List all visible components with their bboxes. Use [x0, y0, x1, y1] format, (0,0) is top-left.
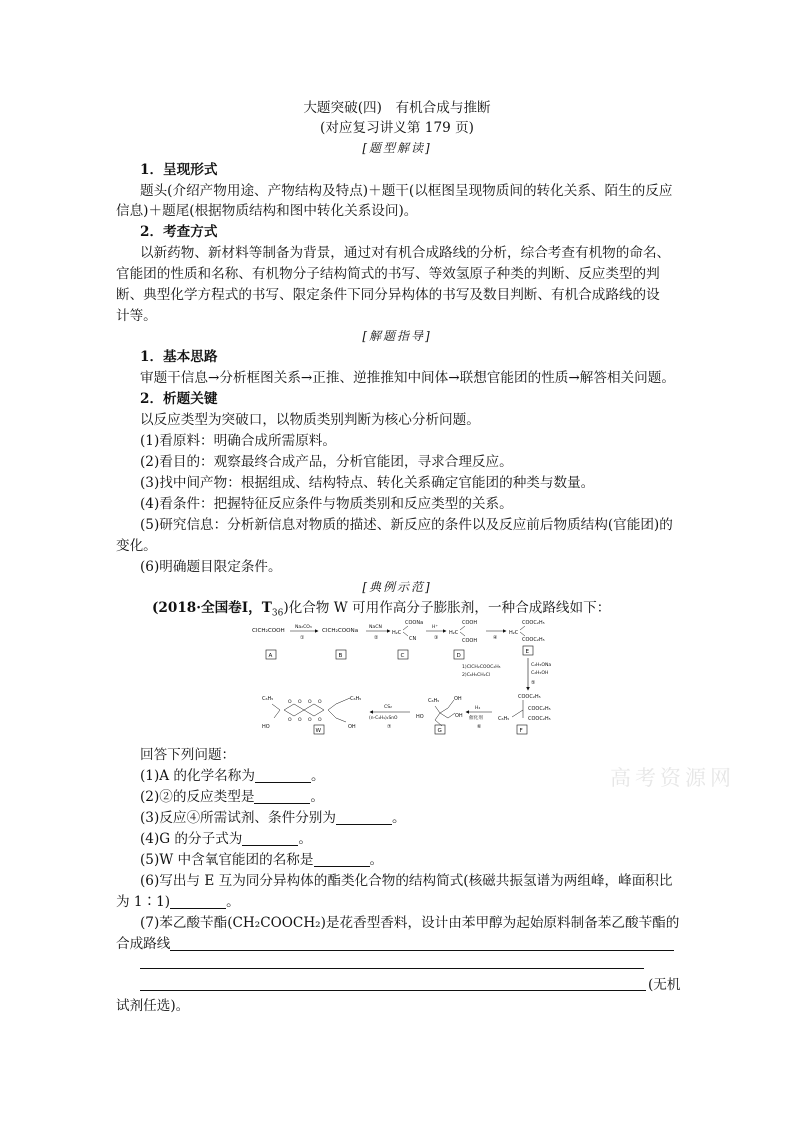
question-5 [140, 850, 383, 870]
step4-number: ④ [493, 635, 498, 641]
step2-reagent: NaCN [369, 625, 382, 630]
question-7-line-1: (7)苯乙酸苄酯(CH₂COOCH₂)是花香型香料，设计由苯甲醇为起始原料制备苯乙酸苄酯的 [140, 915, 680, 931]
question-5-text: (5)W 中含氧官能团的名称是 [140, 852, 314, 868]
question-7-note: (无机 [648, 977, 681, 993]
compound-g-oh-right: OH [455, 713, 463, 719]
compound-b-structure: ClCH₂COONa [322, 628, 359, 634]
label-c: C [400, 653, 405, 659]
compound-c-cn: CN [409, 636, 417, 642]
compound-w-ring-left [284, 704, 304, 716]
compound-w-o: O [308, 700, 312, 705]
text-line: 断、典型化学方程式的书写、限定条件下同分异构体的书写及数目判断、有机合成路线的设 [116, 287, 660, 303]
bond [520, 632, 525, 636]
section-tag-interpretation: [题型解读] [362, 141, 432, 155]
text-line: 以新药物、新材料等制备为背景，通过对有机合成路线的分析，综合考查有机物的命名、 [140, 245, 671, 261]
question-1 [140, 766, 325, 786]
step6-reagent-2: 催化剂 [469, 716, 483, 721]
heading-presentation: 1．呈现形式 [140, 162, 218, 178]
step1-number: ① [300, 635, 305, 641]
step7-reagent-2: (n-C₄H₉)₂SnO [369, 716, 398, 721]
bond [440, 700, 454, 713]
question-2-text: (2)②的反应类型是 [140, 789, 255, 805]
step7-reagent-1: CS₂ [384, 705, 392, 710]
question-6-end: 。 [226, 894, 240, 910]
text-line: 题头(介绍产物用途、产物结构及特点)＋题干(以框图呈现物质间的转化关系、陌生的反应 [140, 183, 673, 199]
ef-reagent-2: 2)C₆H₅CH₂Cl [462, 673, 491, 678]
bond [403, 626, 408, 630]
compound-g-skeleton [435, 706, 442, 726]
step3-number: ③ [434, 635, 439, 641]
compound-c-h2c: H₂C [392, 630, 402, 636]
text-line: 官能团的性质和名称、有机物分子结构简式的书写、等效氢原子种类的判断、反应类型的判 [116, 266, 660, 282]
label-b: B [338, 653, 343, 659]
compound-f-ester-top: COOC₂H₅ [518, 694, 541, 700]
compound-f-ester-mid: COOC₂H₅ [528, 706, 551, 712]
question-4 [140, 829, 312, 849]
answer-blank-6[interactable] [170, 894, 226, 909]
step7-number: ⑦ [387, 724, 392, 730]
compound-f-phenyl: C₆H₅ [498, 716, 510, 722]
question-5-end: 。 [369, 852, 384, 868]
text-line: (4)看条件：把握特征反应条件与物质类别和反应类型的关系。 [140, 496, 513, 512]
compound-w-ring-right [304, 704, 324, 716]
compound-g-phenyl: C₆H₅ [428, 698, 440, 704]
text-line: 以反应类型为突破口，以物质类别判断为核心分析问题。 [140, 412, 480, 428]
compound-w-o: O [298, 718, 302, 723]
text-line: (3)找中间产物：根据组成、结构特点、转化关系确定官能团的种类与数量。 [140, 475, 595, 491]
bond [460, 632, 465, 636]
step5-reagent-2: C₂H₅OH [531, 671, 549, 676]
heading-basic-approach: 1．基本思路 [140, 349, 218, 365]
compound-w-o: O [298, 700, 302, 705]
heading-assessment: 2．考查方式 [140, 224, 218, 240]
answer-blank-4[interactable] [242, 831, 298, 846]
step2-number: ② [374, 635, 379, 641]
question-1-text: (1)A 的化学名称为 [140, 768, 255, 784]
answer-blank-2[interactable] [254, 789, 310, 804]
example-intro-text: )化合物 W 可用作高分子膨胀剂，一种合成路线如下： [283, 600, 611, 616]
question-3 [140, 808, 406, 828]
bond [403, 632, 408, 636]
label-w: W [315, 728, 322, 734]
step6-reagent-1: H₂ [475, 706, 481, 711]
compound-g-ho: HO [416, 714, 424, 720]
text-line: 计等。 [116, 308, 157, 324]
question-2 [140, 787, 324, 807]
question-6-line-1: (6)写出与 E 互为同分异构体的酯类化合物的结构简式(核磁共振氢谱为两组峰，峰面积比 [140, 873, 673, 889]
compound-d-h2c: H₂C [449, 630, 459, 636]
text-line: (6)明确题目限定条件。 [140, 559, 282, 575]
label-g: G [437, 728, 442, 734]
compound-w-ho: HO [262, 724, 270, 730]
compound-w-phenyl-right: C₆H₅ [350, 696, 362, 702]
answer-line-7b[interactable] [140, 968, 644, 969]
answer-blank-1[interactable] [255, 768, 311, 783]
page-title: 大题突破(四) 有机合成与推断 [303, 100, 491, 116]
bond [272, 704, 280, 718]
compound-d-cooh-top: COOH [462, 620, 478, 626]
compound-e-h2c: H₂C [509, 630, 519, 636]
question-3-text: (3)反应④所需试剂、条件分别为 [140, 810, 336, 826]
compound-w-o: O [308, 718, 312, 723]
compound-w-o: O [318, 718, 322, 723]
label-f: F [519, 728, 523, 734]
compound-w-o: O [288, 718, 292, 723]
section-tag-example: [典例示范] [362, 580, 432, 594]
question-6-text: 为 1∶1) [116, 894, 171, 910]
heading-key-points: 2．析题关键 [140, 391, 218, 407]
compound-a-structure: ClCH₂COOH [252, 628, 285, 634]
step5-reagent-1: C₂H₅ONa [531, 663, 552, 668]
compound-e-ester-top: COOC₂H₅ [522, 620, 545, 626]
synthesis-route-diagram [250, 618, 560, 738]
bond [440, 713, 455, 718]
compound-w-o: O [288, 700, 292, 705]
example-source: (2018·全国卷Ⅰ，T [152, 600, 272, 616]
compound-w-phenyl-left: C₆H₅ [262, 696, 274, 702]
step3-reagent: H⁺ [432, 625, 438, 630]
label-a: A [268, 653, 273, 659]
bond [328, 698, 350, 710]
text-line: 信息)＋题尾(根据物质结构和图中转化关系设问)。 [116, 203, 418, 219]
section-tag-guidance: [解题指导] [362, 329, 432, 343]
ef-reagent-1: 1)ClCH₂COOC₂H₅ [462, 665, 501, 670]
text-line: (2)看目的：观察最终合成产品，分析官能团，寻求合理反应。 [140, 454, 513, 470]
step6-number: ⑥ [477, 724, 482, 730]
example-source-sub: 36 [271, 608, 284, 619]
text-line: 变化。 [116, 538, 157, 554]
compound-d-cooh-bottom: COOH [462, 638, 478, 644]
compound-w-o: O [318, 700, 322, 705]
answer-line-7c[interactable] [140, 990, 646, 991]
question-2-end: 。 [310, 789, 325, 805]
compound-c-coona: COONa [405, 620, 424, 626]
bond [328, 710, 346, 722]
step5-number: ⑤ [531, 680, 536, 686]
watermark: 高考资源网 [610, 766, 735, 790]
text-line: (1)看原料：明确合成所需原料。 [140, 433, 336, 449]
question-7-end: 试剂任选)。 [116, 998, 190, 1014]
question-4-text: (4)G 的分子式为 [140, 831, 243, 847]
compound-g-oh-top: OH [454, 696, 462, 702]
question-3-end: 。 [391, 810, 406, 826]
answer-blank-5[interactable] [314, 852, 370, 867]
questions-lead: 回答下列问题： [140, 747, 236, 763]
compound-f-ester-bottom: COOC₂H₅ [528, 716, 551, 722]
text-line: (5)研究信息：分析新信息对物质的描述、新反应的条件以及反应前后物质结构(官能团)的 [140, 517, 673, 533]
answer-line-7a[interactable] [170, 950, 674, 951]
bond [520, 626, 525, 630]
compound-e-ester-bottom: COOC₂H₅ [522, 637, 545, 643]
question-6-line-2 [116, 892, 240, 912]
page-subtitle: (对应复习讲义第 179 页) [320, 120, 474, 136]
label-d: D [456, 653, 461, 659]
question-4-end: 。 [298, 831, 312, 847]
bond [512, 710, 523, 717]
compound-w-oh: OH [348, 724, 356, 730]
question-7-line-2: 合成路线 [116, 936, 171, 952]
question-1-end: 。 [310, 768, 325, 784]
answer-blank-3[interactable] [336, 810, 392, 825]
text-line: 审题干信息→分析框图关系→正推、逆推推知中间体→联想官能团的性质→解答相关问题。 [140, 370, 675, 386]
bond [460, 626, 465, 630]
step1-reagent: Na₂CO₃ [295, 625, 312, 630]
label-e: E [525, 649, 530, 655]
